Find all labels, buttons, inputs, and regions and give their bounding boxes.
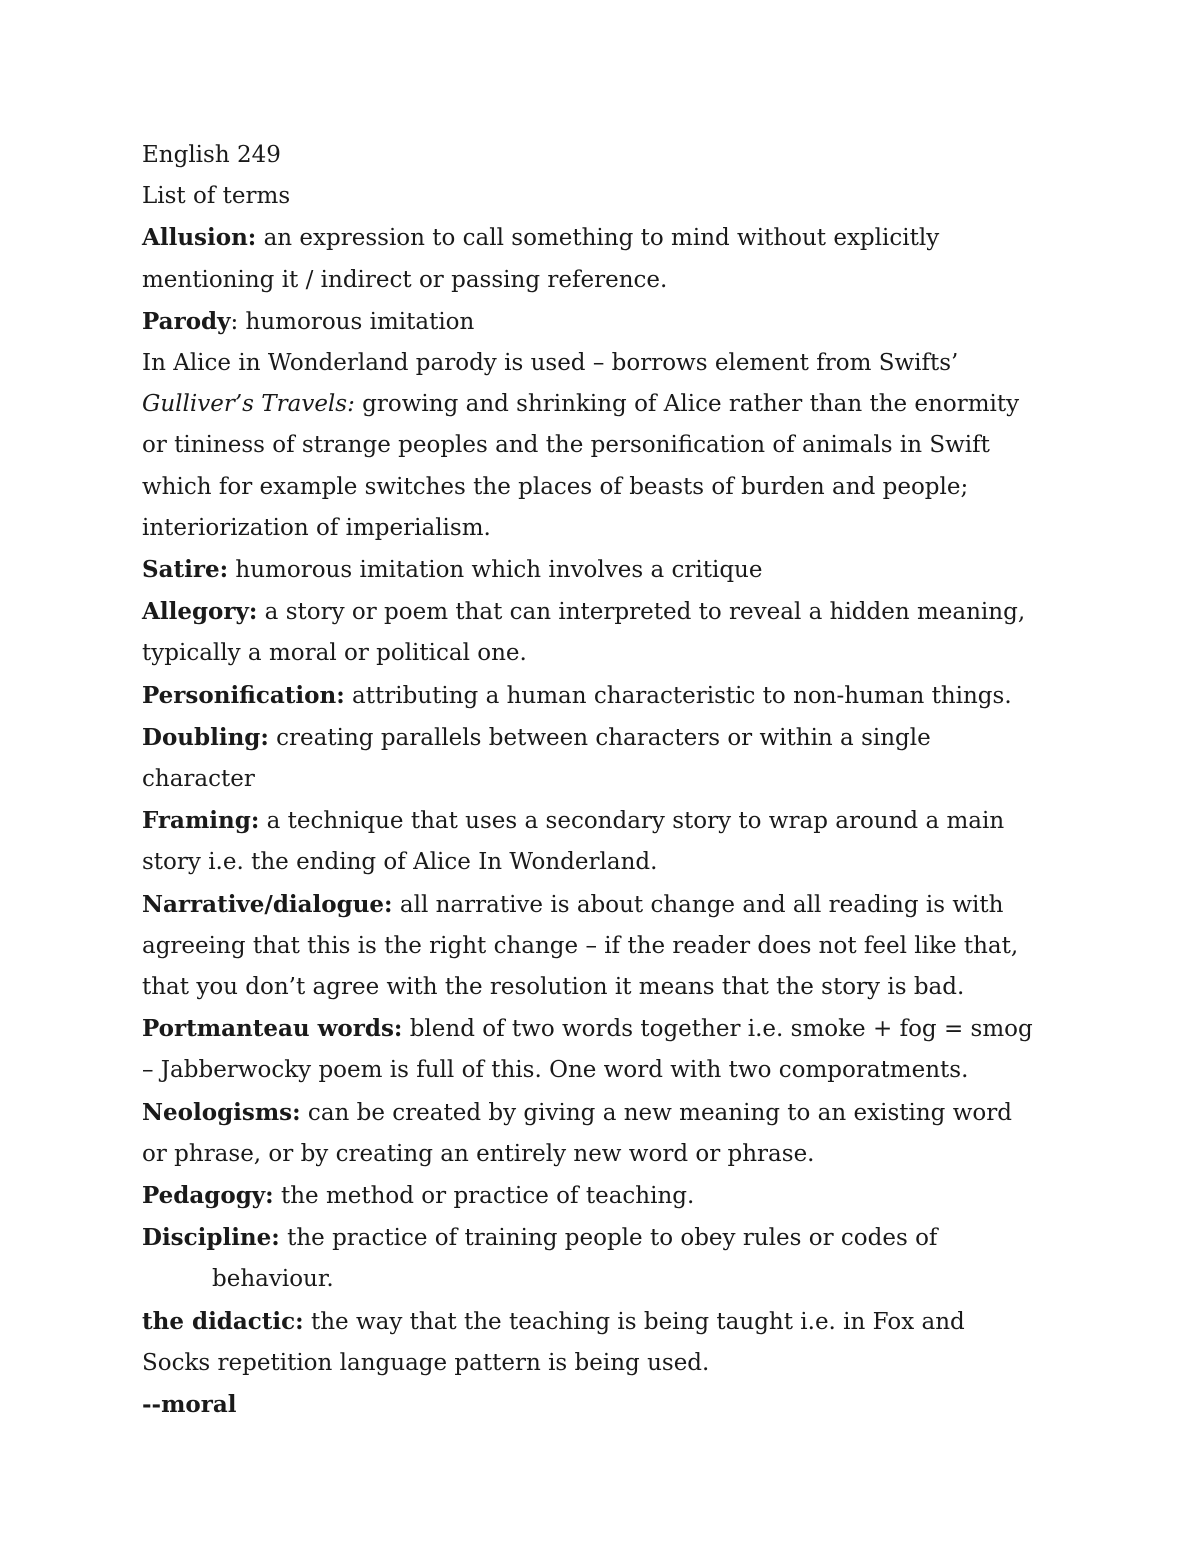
term-label: Framing:	[142, 807, 260, 835]
term-label: Satire:	[142, 556, 229, 584]
term-definition: all narrative is about change and all reading is with	[392, 891, 1004, 918]
term-definition: attributing a human characteristic to non-human things.	[344, 682, 1012, 709]
term-label: the didactic:	[142, 1307, 304, 1335]
term-doubling	[142, 717, 1072, 759]
parody-note-4: which for example switches the places of beasts of burden and people;	[142, 473, 969, 500]
term-satire	[142, 549, 1072, 591]
parody-note-text: growing and shrinking of Alice rather than the enormity	[354, 391, 1020, 418]
term-discipline-cont: behaviour.	[212, 1266, 334, 1293]
term-narrative	[142, 884, 1072, 926]
list-subtitle: List of terms	[142, 183, 291, 210]
term-neologisms	[142, 1092, 1072, 1134]
parody-note-2	[142, 384, 1072, 425]
term-narrative-cont-2: that you don’t agree with the resolution it means that the story is bad.	[142, 974, 965, 1001]
term-definition: a technique that uses a secondary story to wrap around a main	[259, 808, 1005, 835]
term-framing	[142, 800, 1072, 842]
term-portmanteau	[142, 1008, 1072, 1050]
term-definition: creating parallels between characters or within a single	[268, 724, 931, 751]
term-definition: an expression to call something to mind without explicitly	[256, 225, 940, 252]
term-label: Neologisms:	[142, 1098, 301, 1126]
term-label: Discipline:	[142, 1224, 280, 1252]
term-label: --moral	[142, 1391, 237, 1419]
term-label: Allegory:	[142, 598, 258, 626]
term-label: Doubling:	[142, 723, 269, 751]
course-title: English 249	[142, 142, 281, 168]
term-label: Parody	[142, 307, 231, 335]
term-definition: blend of two words together i.e. smoke + fog = smog	[402, 1016, 1033, 1043]
term-allegory-cont: typically a moral or political one.	[142, 640, 527, 667]
term-discipline	[142, 1217, 1072, 1259]
term-doubling-cont: character	[142, 766, 255, 793]
term-moral	[142, 1384, 1072, 1426]
term-label: Pedagogy:	[142, 1182, 274, 1210]
term-definition: : humorous imitation	[230, 308, 475, 335]
term-label: Portmanteau words:	[142, 1015, 403, 1043]
book-title: Gulliver’s Travels:	[142, 391, 355, 418]
term-label: Narrative/dialogue:	[142, 890, 393, 918]
term-label: Allusion:	[142, 224, 257, 252]
term-definition: humorous imitation which involves a critique	[228, 557, 763, 584]
term-allusion-cont: mentioning it / indirect or passing reference.	[142, 266, 668, 293]
parody-note-1: In Alice in Wonderland parody is used – borrows element from Swifts’	[142, 350, 959, 377]
term-personification	[142, 675, 1072, 717]
term-label: Personification:	[142, 681, 345, 709]
term-didactic	[142, 1301, 1072, 1343]
term-pedagogy	[142, 1175, 1072, 1217]
parody-note-5: interiorization of imperialism.	[142, 514, 491, 541]
term-definition: the method or practice of teaching.	[273, 1183, 695, 1210]
term-allegory	[142, 591, 1072, 633]
document-body	[142, 135, 1072, 1426]
term-definition: a story or poem that can interpreted to reveal a hidden meaning,	[257, 599, 1026, 626]
term-allusion	[142, 217, 1072, 259]
term-framing-cont: story i.e. the ending of Alice In Wonderland.	[142, 849, 658, 876]
term-definition: the practice of training people to obey rules or codes of	[279, 1225, 938, 1252]
term-neologisms-cont: or phrase, or by creating an entirely new word or phrase.	[142, 1140, 815, 1167]
term-didactic-cont: Socks repetition language pattern is being used.	[142, 1349, 710, 1376]
term-definition: the way that the teaching is being taught i.e. in Fox and	[303, 1308, 965, 1335]
term-narrative-cont-1: agreeing that this is the right change – if the reader does not feel like that,	[142, 932, 1019, 959]
parody-note-3: or tininess of strange peoples and the personification of animals in Swift	[142, 432, 990, 459]
term-parody	[142, 301, 1072, 343]
term-portmanteau-cont: – Jabberwocky poem is full of this. One word with two comporatments.	[142, 1057, 969, 1084]
term-definition: can be created by giving a new meaning to an existing word	[300, 1099, 1012, 1126]
